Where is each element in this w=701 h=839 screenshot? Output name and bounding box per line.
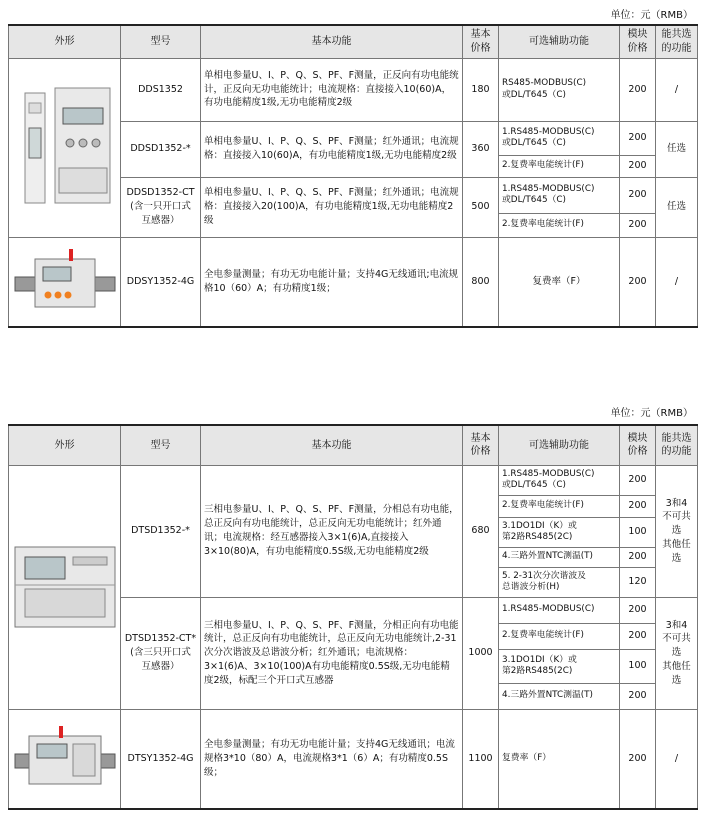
- base-price-cell: 1100: [463, 709, 499, 809]
- header-module-price: 模块价格: [620, 25, 656, 58]
- module-price-cell: 200: [620, 623, 656, 649]
- option-cell: 2.复费率电能统计(F): [499, 495, 620, 517]
- base-price-cell: 1000: [463, 597, 499, 709]
- module-price-cell: 200: [620, 547, 656, 567]
- three-phase-meter-icon: [11, 527, 119, 647]
- base-price-cell: 180: [463, 58, 499, 121]
- din-rail-three-phase-meter-icon: [13, 724, 117, 794]
- header-options: 可选辅助功能: [499, 425, 620, 465]
- combine-cell: 任选: [656, 121, 698, 177]
- option-cell: 4.三路外置NTC测温(T): [499, 547, 620, 567]
- header-basic-function: 基本功能: [201, 25, 463, 58]
- module-price-cell: 200: [620, 465, 656, 495]
- option-cell: 3.1DO1DI（K）或 第2路RS485(2C): [499, 517, 620, 547]
- model-cell: DDSD1352-*: [121, 121, 201, 177]
- model-cell: DTSD1352-*: [121, 465, 201, 597]
- model-cell: DTSY1352-4G: [121, 709, 201, 809]
- function-cell: 全电参量测量；有功无功电能计量；支持4G无线通讯;电流规格10（60）A；有功精度1级；: [201, 237, 463, 327]
- option-cell: 1.RS485-MODBUS(C) 或DL/T645（C): [499, 121, 620, 155]
- unit-label-1: 单位：元（RMB）: [610, 10, 693, 21]
- option-cell: 2.复费率电能统计(F): [499, 155, 620, 177]
- header-base-price: 基本价格: [463, 425, 499, 465]
- option-cell: 1.RS485-MODBUS(C) 或DL/T645（C): [499, 177, 620, 213]
- option-cell: 1.RS485-MODBUS(C) 或DL/T645（C): [499, 465, 620, 495]
- module-price-cell: 200: [620, 213, 656, 237]
- model-cell: DDSY1352-4G: [121, 237, 201, 327]
- product-image-single-phase-meters: [9, 58, 121, 237]
- model-cell: DTSD1352-CT* (含三只开口式 互感器）: [121, 597, 201, 709]
- header-base-price: 基本价格: [463, 25, 499, 58]
- combine-cell: /: [656, 58, 698, 121]
- function-cell: 单相电参量U、I、P、Q、S、PF、F测量，正反向有功电能统计，正反向无功电能统计；电流规格：直接接入10(60)A，有功电能精度1级,无功电能精度2级: [201, 58, 463, 121]
- header-module-price: 模块价格: [620, 425, 656, 465]
- combine-cell: /: [656, 237, 698, 327]
- header-appearance: 外形: [9, 425, 121, 465]
- base-price-cell: 680: [463, 465, 499, 597]
- combine-cell: 任选: [656, 177, 698, 237]
- module-price-cell: 200: [620, 683, 656, 709]
- module-price-cell: 200: [620, 58, 656, 121]
- option-cell: 3.1DO1DI（K）或 第2路RS485(2C): [499, 649, 620, 683]
- unit-label-2: 单位：元（RMB）: [610, 408, 693, 419]
- header-appearance: 外形: [9, 25, 121, 58]
- base-price-cell: 800: [463, 237, 499, 327]
- option-cell: 复费率（F）: [499, 709, 620, 809]
- function-cell: 单相电参量U、I、P、Q、S、PF、F测量；红外通讯；电流规格：直接接入10(60)A，有功电能精度1级,无功电能精度2级: [201, 121, 463, 177]
- combine-cell: 3和4 不可共选 其他任选: [656, 465, 698, 597]
- product-image-4g-meter: [9, 237, 121, 327]
- price-table-single-phase: [8, 24, 698, 328]
- function-cell: 单相电参量U、I、P、Q、S、PF、F测量；红外通讯；电流规格：直接接入20(100)A，有功电能精度1级,无功电能精度2级: [201, 177, 463, 237]
- header-can-combine: 能共选的功能: [656, 425, 698, 465]
- din-rail-meter-icon: [13, 247, 117, 317]
- module-price-cell: 100: [620, 649, 656, 683]
- option-cell: 2.复费率电能统计(F): [499, 623, 620, 649]
- model-cell: DDSD1352-CT (含一只开口式 互感器）: [121, 177, 201, 237]
- option-cell: 2.复费率电能统计(F): [499, 213, 620, 237]
- module-price-cell: 200: [620, 709, 656, 809]
- product-image-three-phase-meters: [9, 465, 121, 709]
- base-price-cell: 500: [463, 177, 499, 237]
- model-cell: DDS1352: [121, 58, 201, 121]
- header-model: 型号: [121, 25, 201, 58]
- option-cell: 5. 2-31次分次谐波及 总谐波分析(H): [499, 567, 620, 597]
- product-image-4g-three-phase-meter: [9, 709, 121, 809]
- combine-cell: 3和4 不可共选 其他任选: [656, 597, 698, 709]
- meter-devices-icon: [15, 73, 115, 223]
- function-cell: 三相电参量U、I、P、Q、S、PF、F测量，分相正向有功电能统计，总正反向有功电能统计，总正反向无功电能统计,2-31次分次谐波及总谐波分析；红外通讯；电流规格：3×1(6)A、3×10(100)A有功电能精度0.5S级,无功电能精度2级，标配三个开口式互感器: [201, 597, 463, 709]
- function-cell: 全电参量测量；有功无功电能计量；支持4G无线通讯；电流规格3*10（80）A，电流规格3*1（6）A；有功精度0.5S级；: [201, 709, 463, 809]
- module-price-cell: 200: [620, 177, 656, 213]
- module-price-cell: 200: [620, 597, 656, 623]
- module-price-cell: 120: [620, 567, 656, 597]
- module-price-cell: 100: [620, 517, 656, 547]
- option-cell: RS485-MODBUS(C) 或DL/T645（C): [499, 58, 620, 121]
- base-price-cell: 360: [463, 121, 499, 177]
- header-model: 型号: [121, 425, 201, 465]
- module-price-cell: 200: [620, 121, 656, 155]
- combine-cell: /: [656, 709, 698, 809]
- module-price-cell: 200: [620, 495, 656, 517]
- header-can-combine: 能共选的功能: [656, 25, 698, 58]
- price-table-three-phase: [8, 424, 698, 810]
- function-cell: 三相电参量U、I、P、Q、S、PF、F测量，分相总有功电能，总正反向有功电能统计，总正反向无功电能统计；红外通讯；电流规格：经互感器接入3×1(6)A,直接接入3×10(80)A，有功电能精度0.5S级,无功电能精度2级: [201, 465, 463, 597]
- header-options: 可选辅助功能: [499, 25, 620, 58]
- option-cell: 4.三路外置NTC测温(T): [499, 683, 620, 709]
- option-cell: 1.RS485-MODBUS(C): [499, 597, 620, 623]
- header-basic-function: 基本功能: [201, 425, 463, 465]
- option-cell: 复费率（F）: [499, 237, 620, 327]
- module-price-cell: 200: [620, 155, 656, 177]
- module-price-cell: 200: [620, 237, 656, 327]
